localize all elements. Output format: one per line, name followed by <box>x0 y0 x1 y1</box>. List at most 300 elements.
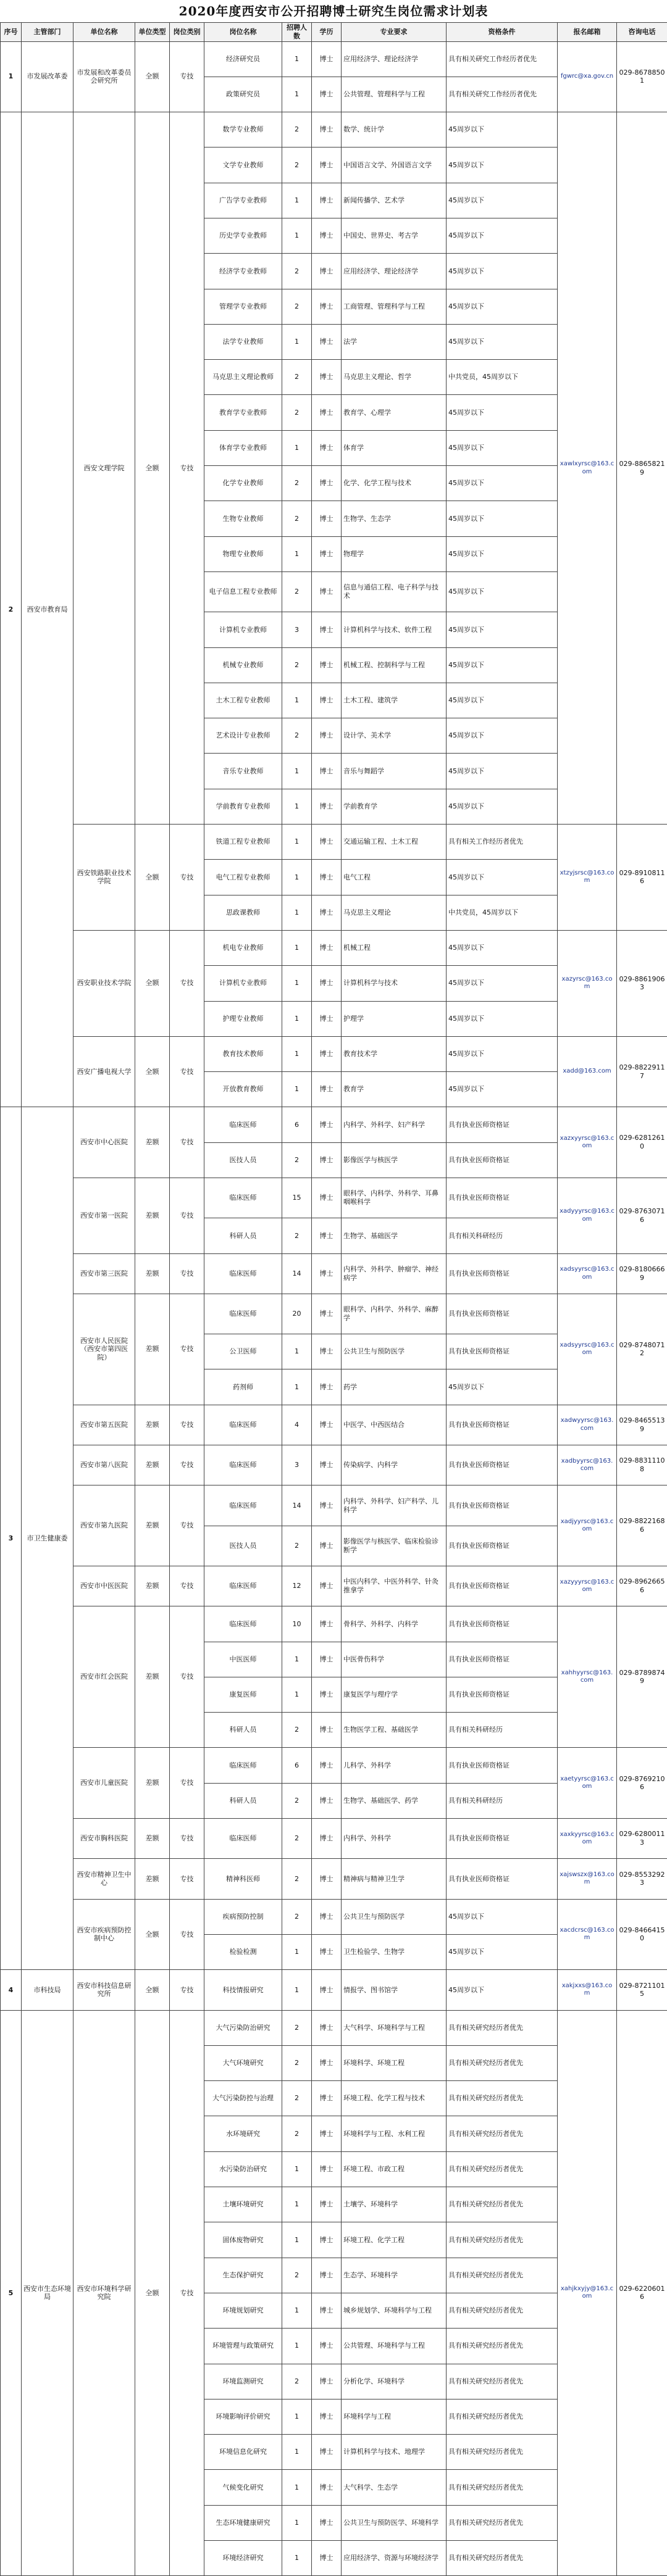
major-cell: 教育学 <box>342 1072 447 1107</box>
headcount-cell: 1 <box>282 2222 312 2258</box>
major-cell: 土壤学、环境科学 <box>342 2187 447 2222</box>
degree-cell: 博士 <box>312 1036 342 1071</box>
major-cell: 教育学、心理学 <box>342 395 447 430</box>
degree-cell: 博士 <box>312 2222 342 2258</box>
conditions-cell: 具有执业医师资格证 <box>447 1142 558 1178</box>
degree-cell: 博士 <box>312 1218 342 1253</box>
post-category-cell: 专技 <box>170 1485 204 1566</box>
degree-cell: 博士 <box>312 2151 342 2187</box>
degree-cell: 博士 <box>312 112 342 147</box>
degree-cell: 博士 <box>312 1748 342 1783</box>
table-row <box>1 1899 667 1934</box>
unit-name-cell: 西安市中心医院 <box>73 1107 135 1178</box>
unit-type-cell: 差额 <box>135 1445 170 1485</box>
major-cell: 内科学、外科学 <box>342 1819 447 1859</box>
email-link[interactable]: xadsyyrsc@163.com <box>558 1294 617 1405</box>
unit-name-cell: 西安广播电视大学 <box>73 1036 135 1107</box>
unit-type-cell: 差额 <box>135 1819 170 1859</box>
table-row <box>1 1178 667 1218</box>
row-index: 4 <box>1 1970 22 2010</box>
headcount-cell: 2 <box>282 1783 312 1818</box>
table-row <box>1 1253 667 1294</box>
degree-cell: 博士 <box>312 430 342 465</box>
post-category-cell: 专技 <box>170 2010 204 2576</box>
degree-cell: 博士 <box>312 2258 342 2293</box>
major-cell: 生物学、生态学 <box>342 501 447 536</box>
conditions-cell: 45周岁以下 <box>447 1001 558 1036</box>
post-name-cell: 大气污染防治研究 <box>204 2010 282 2045</box>
conditions-cell: 45周岁以下 <box>447 1036 558 1071</box>
headcount-cell: 1 <box>282 2435 312 2470</box>
conditions-cell: 具有相关科研经历 <box>447 1713 558 1748</box>
conditions-cell: 具有相关研究经历者优先 <box>447 2081 558 2116</box>
email-link[interactable]: fgwrc@xa.gov.cn <box>558 41 617 112</box>
table-row <box>1 1107 667 1142</box>
degree-cell: 博士 <box>312 324 342 359</box>
phone-cell: 029-88311108 <box>617 1445 667 1485</box>
major-cell: 公共卫生与预防医学 <box>342 1334 447 1369</box>
degree-cell: 博士 <box>312 289 342 324</box>
col-header-count: 招聘人数 <box>282 23 312 42</box>
conditions-cell: 具有相关研究经历者优先 <box>447 2470 558 2505</box>
headcount-cell: 14 <box>282 1253 312 1294</box>
conditions-cell: 具有相关研究工作经历者优先 <box>447 41 558 77</box>
conditions-cell: 具有执业医师资格证 <box>447 1405 558 1445</box>
headcount-cell: 1 <box>282 754 312 789</box>
major-cell: 物理学 <box>342 536 447 571</box>
major-cell: 土木工程、建筑学 <box>342 683 447 718</box>
major-cell: 城乡规划学、环境科学与工程 <box>342 2293 447 2328</box>
post-name-cell: 大气污染防控与治理 <box>204 2081 282 2116</box>
major-cell: 内科学、外科学、肿瘤学、神经病学 <box>342 1253 447 1294</box>
conditions-cell: 具有相关研究经历者优先 <box>447 2010 558 2045</box>
post-name-cell: 教育技术教师 <box>204 1036 282 1071</box>
email-link[interactable]: xaetyyrsc@163.com <box>558 1748 617 1819</box>
department-cell: 市科技局 <box>22 1970 73 2010</box>
degree-cell: 博士 <box>312 1369 342 1405</box>
col-header-unit: 单位名称 <box>73 23 135 42</box>
phone-cell: 029-62800113 <box>617 1819 667 1859</box>
headcount-cell: 2 <box>282 1899 312 1934</box>
post-category-cell: 专技 <box>170 1107 204 1178</box>
degree-cell: 博士 <box>312 1642 342 1677</box>
degree-cell: 博士 <box>312 2116 342 2151</box>
phone-cell: 029-88229117 <box>617 1036 667 1107</box>
degree-cell: 博士 <box>312 536 342 571</box>
conditions-cell: 具有执业医师资格证 <box>447 1642 558 1677</box>
conditions-cell: 具有相关研究经历者优先 <box>447 2399 558 2434</box>
conditions-cell: 45周岁以下 <box>447 647 558 683</box>
degree-cell: 博士 <box>312 41 342 77</box>
major-cell: 生物学、基础医学 <box>342 1218 447 1253</box>
email-link[interactable]: xtzyjsrsc@163.com <box>558 825 617 931</box>
post-name-cell: 历史学专业教师 <box>204 218 282 253</box>
conditions-cell: 具有相关研究经历者优先 <box>447 2293 558 2328</box>
conditions-cell: 具有执业医师资格证 <box>447 1445 558 1485</box>
table-row <box>1 1970 667 2010</box>
post-name-cell: 计算机专业教师 <box>204 612 282 647</box>
headcount-cell: 1 <box>282 41 312 77</box>
post-name-cell: 临床医师 <box>204 1445 282 1485</box>
major-cell: 分析化学、环境科学 <box>342 2364 447 2399</box>
post-name-cell: 康复医师 <box>204 1677 282 1712</box>
conditions-cell: 45周岁以下 <box>447 571 558 612</box>
headcount-cell: 20 <box>282 1294 312 1334</box>
phone-cell: 029-87692106 <box>617 1748 667 1819</box>
post-name-cell: 思政课教师 <box>204 895 282 930</box>
conditions-cell: 中共党员，45周岁以下 <box>447 895 558 930</box>
table-row <box>1 930 667 965</box>
headcount-cell: 2 <box>282 2116 312 2151</box>
headcount-cell: 2 <box>282 571 312 612</box>
post-name-cell: 环境影响评价研究 <box>204 2399 282 2434</box>
headcount-cell: 1 <box>282 2329 312 2364</box>
degree-cell: 博士 <box>312 1566 342 1606</box>
major-cell: 应用经济学、理论经济学 <box>342 254 447 289</box>
degree-cell: 博士 <box>312 360 342 395</box>
post-name-cell: 广告学专业教师 <box>204 183 282 218</box>
conditions-cell: 45周岁以下 <box>447 612 558 647</box>
department-cell: 市发展改革委 <box>22 41 73 112</box>
department-cell: 西安市教育局 <box>22 112 73 1107</box>
conditions-cell: 45周岁以下 <box>447 466 558 501</box>
conditions-cell: 具有相关研究经历者优先 <box>447 2329 558 2364</box>
degree-cell: 博士 <box>312 395 342 430</box>
table-row <box>1 41 667 77</box>
post-category-cell: 专技 <box>170 1036 204 1107</box>
table-header-row <box>1 23 667 42</box>
degree-cell: 博士 <box>312 77 342 112</box>
conditions-cell: 具有相关科研经历 <box>447 1218 558 1253</box>
col-header-email: 报名邮箱 <box>558 23 617 42</box>
degree-cell: 博士 <box>312 2081 342 2116</box>
email-link[interactable]: xadbyyrsc@163.com <box>558 1445 617 1485</box>
major-cell: 情报学、图书馆学 <box>342 1970 447 2010</box>
major-cell: 公共管理、环境科学与工程 <box>342 2329 447 2364</box>
major-cell: 机械工程、控制科学与工程 <box>342 647 447 683</box>
headcount-cell: 1 <box>282 1970 312 2010</box>
unit-name-cell: 西安市疾病预防控制中心 <box>73 1899 135 1970</box>
post-name-cell: 马克思主义理论教师 <box>204 360 282 395</box>
email-link[interactable]: xaxkyyrsc@163.com <box>558 1819 617 1859</box>
conditions-cell: 具有执业医师资格证 <box>447 1485 558 1526</box>
table-row <box>1 1036 667 1071</box>
degree-cell: 博士 <box>312 571 342 612</box>
conditions-cell: 45周岁以下 <box>447 289 558 324</box>
conditions-cell: 具有执业医师资格证 <box>447 1748 558 1783</box>
email-link[interactable]: xadjyyrsc@163.com <box>558 1485 617 1566</box>
conditions-cell: 具有相关研究经历者优先 <box>447 2364 558 2399</box>
headcount-cell: 1 <box>282 1036 312 1071</box>
post-category-cell: 专技 <box>170 825 204 931</box>
conditions-cell: 45周岁以下 <box>447 1369 558 1405</box>
conditions-cell: 45周岁以下 <box>447 1899 558 1934</box>
unit-name-cell: 西安铁路职业技术学院 <box>73 825 135 931</box>
post-name-cell: 物理专业教师 <box>204 536 282 571</box>
major-cell: 生物学、基础医学、药学 <box>342 1783 447 1818</box>
headcount-cell: 12 <box>282 1566 312 1606</box>
post-name-cell: 生态保护研究 <box>204 2258 282 2293</box>
col-header-index: 序号 <box>1 23 22 42</box>
col-header-conditions: 资格条件 <box>447 23 558 42</box>
table-row <box>1 112 667 147</box>
post-name-cell: 电子信息工程专业教师 <box>204 571 282 612</box>
conditions-cell: 45周岁以下 <box>447 718 558 754</box>
headcount-cell: 2 <box>282 2045 312 2080</box>
row-index: 1 <box>1 41 22 112</box>
conditions-cell: 45周岁以下 <box>447 395 558 430</box>
conditions-cell: 45周岁以下 <box>447 860 558 895</box>
major-cell: 护理学 <box>342 1001 447 1036</box>
phone-cell: 029-62812610 <box>617 1107 667 1178</box>
email-link[interactable]: xawlxyrsc@163.com <box>558 112 617 825</box>
post-name-cell: 生物专业教师 <box>204 501 282 536</box>
table-row <box>1 825 667 860</box>
major-cell: 眼科学、内科学、外科学、麻醉学 <box>342 1294 447 1334</box>
conditions-cell: 45周岁以下 <box>447 966 558 1001</box>
headcount-cell: 1 <box>282 1369 312 1405</box>
post-category-cell: 专技 <box>170 1445 204 1485</box>
email-link[interactable]: xazyyyrsc@163.com <box>558 1566 617 1606</box>
table-row <box>1 1445 667 1485</box>
major-cell: 新闻传播学、艺术学 <box>342 183 447 218</box>
unit-type-cell: 差额 <box>135 1178 170 1254</box>
degree-cell: 博士 <box>312 2364 342 2399</box>
conditions-cell: 45周岁以下 <box>447 430 558 465</box>
headcount-cell: 1 <box>282 2151 312 2187</box>
degree-cell: 博士 <box>312 1405 342 1445</box>
degree-cell: 博士 <box>312 1970 342 2010</box>
post-name-cell: 化学专业教师 <box>204 466 282 501</box>
degree-cell: 博士 <box>312 1783 342 1818</box>
degree-cell: 博士 <box>312 147 342 183</box>
headcount-cell: 2 <box>282 360 312 395</box>
phone-cell: 029-86788501 <box>617 41 667 112</box>
unit-type-cell: 差额 <box>135 1859 170 1899</box>
headcount-cell: 1 <box>282 2470 312 2505</box>
conditions-cell: 具有相关科研经历 <box>447 1783 558 1818</box>
email-link[interactable]: xacdcrsc@163.com <box>558 1899 617 1970</box>
post-name-cell: 临床医师 <box>204 1253 282 1294</box>
conditions-cell: 具有执业医师资格证 <box>447 1253 558 1294</box>
unit-type-cell: 差额 <box>135 1405 170 1445</box>
major-cell: 应用经济学、理论经济学 <box>342 41 447 77</box>
major-cell: 内科学、外科学、妇产科学 <box>342 1107 447 1142</box>
conditions-cell: 具有执业医师资格证 <box>447 1859 558 1899</box>
conditions-cell: 具有执业医师资格证 <box>447 1677 558 1712</box>
table-row <box>1 2010 667 2045</box>
email-link[interactable]: xazxyyrsc@163.com <box>558 1107 617 1178</box>
table-row <box>1 1606 667 1642</box>
email-link[interactable]: xajswszx@163.com <box>558 1859 617 1899</box>
post-name-cell: 经济研究员 <box>204 41 282 77</box>
phone-cell: 029-88221686 <box>617 1485 667 1566</box>
major-cell: 计算机科学与技术、地理学 <box>342 2435 447 2470</box>
headcount-cell: 1 <box>282 930 312 965</box>
post-name-cell: 电气工程专业教师 <box>204 860 282 895</box>
post-name-cell: 临床医师 <box>204 1294 282 1334</box>
phone-cell: 029-85532923 <box>617 1859 667 1899</box>
post-name-cell: 文学专业教师 <box>204 147 282 183</box>
post-name-cell: 教育学专业教师 <box>204 395 282 430</box>
unit-type-cell: 差额 <box>135 1566 170 1606</box>
major-cell: 计算机科学与技术 <box>342 966 447 1001</box>
post-category-cell: 专技 <box>170 1253 204 1294</box>
phone-cell: 029-87480712 <box>617 1294 667 1405</box>
major-cell: 环境工程、化学工程与技术 <box>342 2081 447 2116</box>
major-cell: 马克思主义理论 <box>342 895 447 930</box>
unit-name-cell: 西安市第三医院 <box>73 1253 135 1294</box>
department-cell: 西安市生态环境局 <box>22 2010 73 2576</box>
post-name-cell: 临床医师 <box>204 1485 282 1526</box>
major-cell: 中国语言文学、外国语言文学 <box>342 147 447 183</box>
headcount-cell: 1 <box>282 324 312 359</box>
unit-type-cell: 全额 <box>135 2010 170 2576</box>
email-link[interactable]: xazyrsc@163.com <box>558 930 617 1036</box>
degree-cell: 博士 <box>312 1294 342 1334</box>
email-link[interactable]: xakjxxs@163.com <box>558 1970 617 2010</box>
degree-cell: 博士 <box>312 683 342 718</box>
headcount-cell: 2 <box>282 718 312 754</box>
degree-cell: 博士 <box>312 860 342 895</box>
degree-cell: 博士 <box>312 1677 342 1712</box>
phone-cell: 029-81806669 <box>617 1253 667 1294</box>
post-name-cell: 疾病预防控制 <box>204 1899 282 1934</box>
unit-type-cell: 差额 <box>135 1606 170 1748</box>
major-cell: 法学 <box>342 324 447 359</box>
post-name-cell: 检验检测 <box>204 1934 282 1969</box>
post-name-cell: 经济学专业教师 <box>204 254 282 289</box>
col-header-department: 主管部门 <box>22 23 73 42</box>
headcount-cell: 2 <box>282 1142 312 1178</box>
post-name-cell: 体育学专业教师 <box>204 430 282 465</box>
headcount-cell: 1 <box>282 1334 312 1369</box>
conditions-cell: 具有相关研究工作经历者优先 <box>447 77 558 112</box>
email-link[interactable]: xadwyyrsc@163.com <box>558 1405 617 1445</box>
headcount-cell: 2 <box>282 1526 312 1566</box>
headcount-cell: 1 <box>282 77 312 112</box>
post-name-cell: 科研人员 <box>204 1713 282 1748</box>
headcount-cell: 3 <box>282 1445 312 1485</box>
unit-type-cell: 全额 <box>135 930 170 1036</box>
table-row <box>1 1748 667 1783</box>
degree-cell: 博士 <box>312 1178 342 1218</box>
major-cell: 中医内科学、中医外科学、针灸推拿学 <box>342 1566 447 1606</box>
table-row <box>1 1819 667 1859</box>
conditions-cell: 具有执业医师资格证 <box>447 1107 558 1142</box>
post-name-cell: 计算机专业教师 <box>204 966 282 1001</box>
post-category-cell: 专技 <box>170 1819 204 1859</box>
post-name-cell: 环境经济研究 <box>204 2540 282 2575</box>
post-category-cell: 专技 <box>170 1899 204 1970</box>
conditions-cell: 45周岁以下 <box>447 1934 558 1969</box>
headcount-cell: 2 <box>282 1859 312 1899</box>
post-category-cell: 专技 <box>170 1294 204 1405</box>
email-link[interactable]: xadd@163.com <box>558 1036 617 1107</box>
degree-cell: 博士 <box>312 1485 342 1526</box>
headcount-cell: 1 <box>282 966 312 1001</box>
major-cell: 马克思主义理论、哲学 <box>342 360 447 395</box>
post-name-cell: 环境监测研究 <box>204 2364 282 2399</box>
unit-name-cell: 西安市第八医院 <box>73 1445 135 1485</box>
headcount-cell: 1 <box>282 2540 312 2575</box>
headcount-cell: 1 <box>282 2187 312 2222</box>
post-name-cell: 机械专业教师 <box>204 647 282 683</box>
degree-cell: 博士 <box>312 2329 342 2364</box>
post-category-cell: 专技 <box>170 1178 204 1254</box>
post-name-cell: 中医医师 <box>204 1642 282 1677</box>
post-name-cell: 临床医师 <box>204 1107 282 1142</box>
post-name-cell: 科研人员 <box>204 1783 282 1818</box>
degree-cell: 博士 <box>312 1107 342 1142</box>
headcount-cell: 1 <box>282 2293 312 2328</box>
headcount-cell: 2 <box>282 395 312 430</box>
degree-cell: 博士 <box>312 218 342 253</box>
headcount-cell: 1 <box>282 1072 312 1107</box>
unit-type-cell: 全额 <box>135 1899 170 1970</box>
table-body <box>1 41 667 2576</box>
headcount-cell: 2 <box>282 254 312 289</box>
conditions-cell: 45周岁以下 <box>447 183 558 218</box>
email-link[interactable]: xadyyyrsc@163.com <box>558 1178 617 1254</box>
degree-cell: 博士 <box>312 2399 342 2434</box>
unit-name-cell: 西安市科技信息研究所 <box>73 1970 135 2010</box>
post-name-cell: 临床医师 <box>204 1606 282 1642</box>
post-name-cell: 学前教育专业教师 <box>204 789 282 824</box>
unit-name-cell: 西安市胸科医院 <box>73 1819 135 1859</box>
post-name-cell: 环境规划研究 <box>204 2293 282 2328</box>
post-name-cell: 水污染防治研究 <box>204 2151 282 2187</box>
email-link[interactable]: xadsyyrsc@163.com <box>558 1253 617 1294</box>
department-cell: 市卫生健康委 <box>22 1107 73 1970</box>
post-name-cell: 环境信息化研究 <box>204 2435 282 2470</box>
headcount-cell: 1 <box>282 895 312 930</box>
post-name-cell: 环境管理与政策研究 <box>204 2329 282 2364</box>
email-link[interactable]: xahjkxyjy@163.com <box>558 2010 617 2576</box>
col-header-major: 专业要求 <box>342 23 447 42</box>
page-title: 2020年度西安市公开招聘博士研究生岗位需求计划表 <box>0 0 667 22</box>
unit-name-cell: 西安市儿童医院 <box>73 1748 135 1819</box>
headcount-cell: 1 <box>282 860 312 895</box>
major-cell: 药学 <box>342 1369 447 1405</box>
email-link[interactable]: xahhyyrsc@163.com <box>558 1606 617 1748</box>
post-name-cell: 生态环境健康研究 <box>204 2505 282 2540</box>
post-name-cell: 气候变化研究 <box>204 2470 282 2505</box>
table-row <box>1 1566 667 1606</box>
conditions-cell: 45周岁以下 <box>447 501 558 536</box>
post-category-cell: 专技 <box>170 1970 204 2010</box>
post-name-cell: 固体废物研究 <box>204 2222 282 2258</box>
headcount-cell: 2 <box>282 1819 312 1859</box>
headcount-cell: 1 <box>282 2399 312 2434</box>
col-header-post: 岗位名称 <box>204 23 282 42</box>
unit-type-cell: 全额 <box>135 41 170 112</box>
major-cell: 化学、化学工程与技术 <box>342 466 447 501</box>
unit-type-cell: 差额 <box>135 1748 170 1819</box>
post-name-cell: 临床医师 <box>204 1748 282 1783</box>
conditions-cell: 具有执业医师资格证 <box>447 1178 558 1218</box>
major-cell: 中医骨伤科学 <box>342 1642 447 1677</box>
unit-name-cell: 西安市第五医院 <box>73 1405 135 1445</box>
degree-cell: 博士 <box>312 2505 342 2540</box>
degree-cell: 博士 <box>312 825 342 860</box>
headcount-cell: 2 <box>282 1218 312 1253</box>
headcount-cell: 15 <box>282 1178 312 1218</box>
degree-cell: 博士 <box>312 1142 342 1178</box>
major-cell: 环境科学与工程、水利工程 <box>342 2116 447 2151</box>
degree-cell: 博士 <box>312 1526 342 1566</box>
headcount-cell: 2 <box>282 112 312 147</box>
